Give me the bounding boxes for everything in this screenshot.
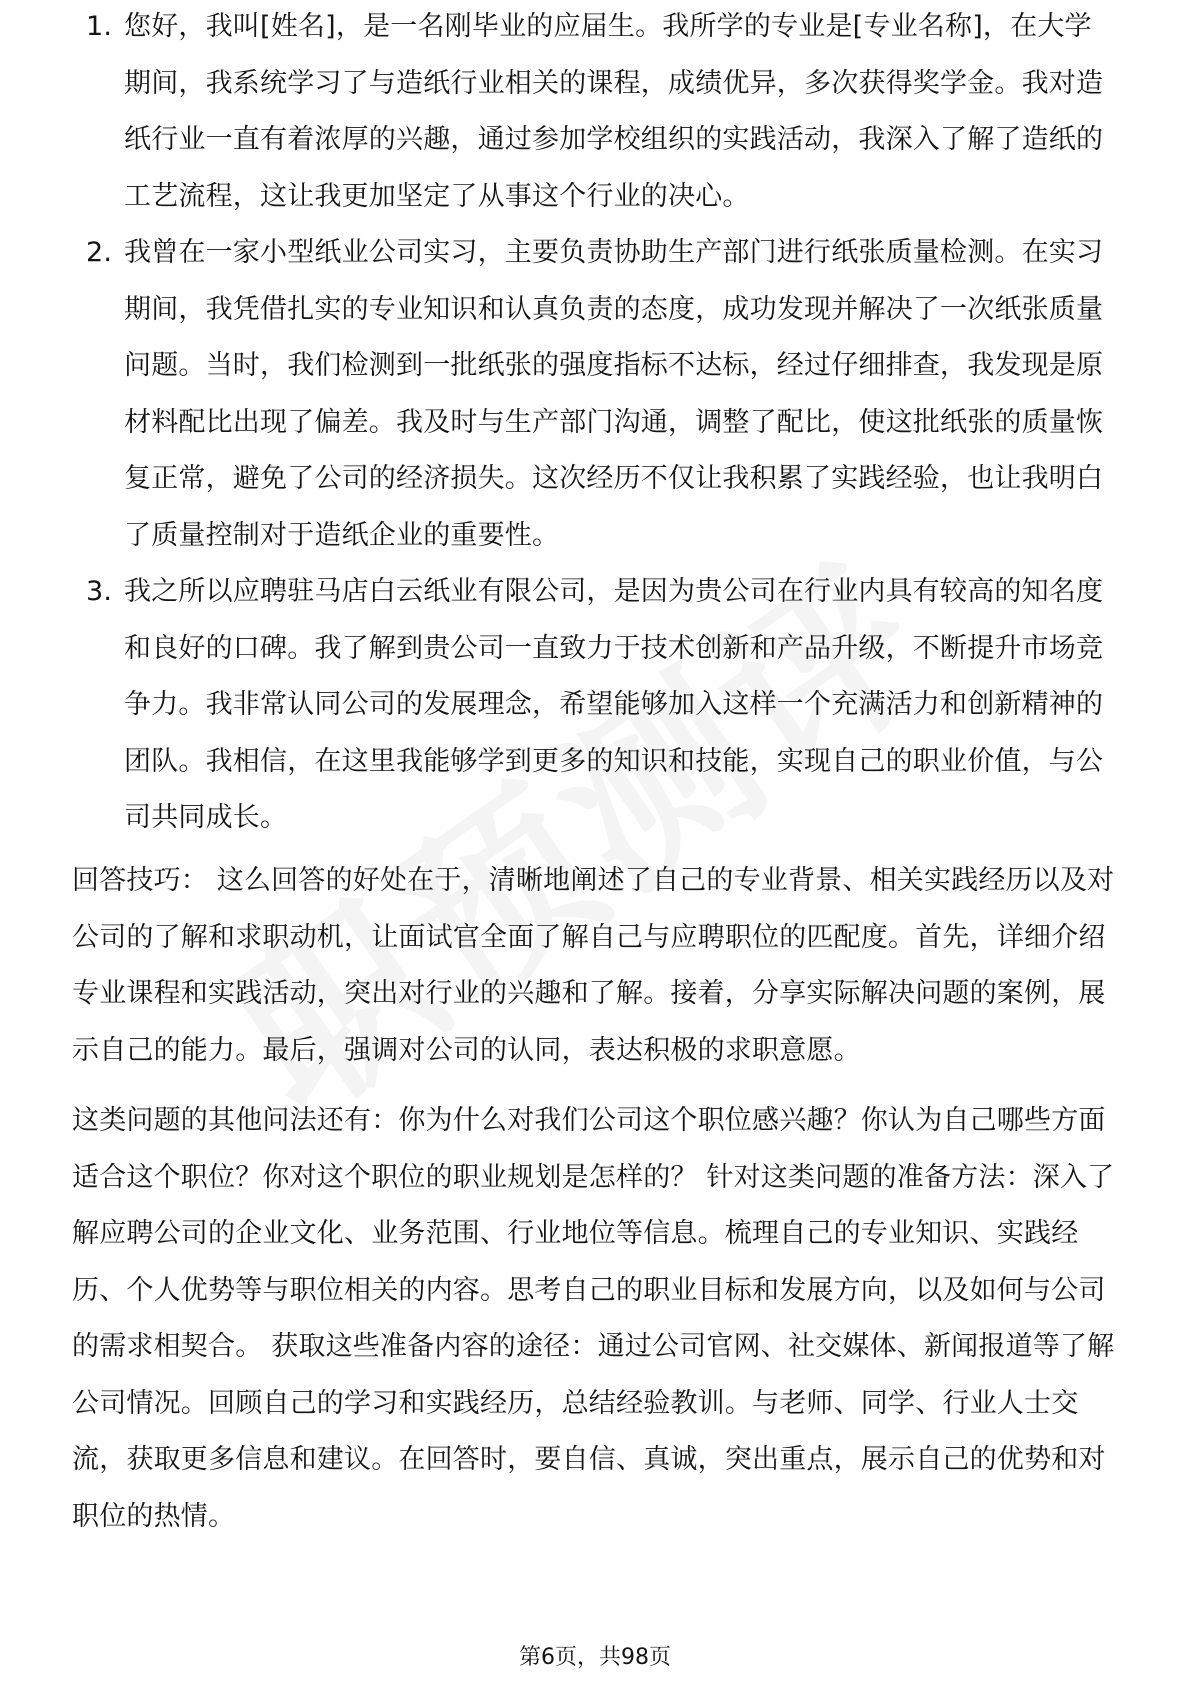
answer-item-1 — [72, 0, 1118, 225]
answer-number: 1. — [86, 11, 113, 42]
alternate-questions-text: 这类问题的其他问法还有：你为什么对我们公司这个职位感兴趣？你认为自己哪些方面适合这个职位？你对这个职位的职业规划是怎样的？ 针对这类问题的准备方法：深入了解应聘公司的企业文化、业务范围、行业地位等信息。梳理自己的专业知识、实践经历、个人优势等与职位相关的内容。思考自己的职业目标和发展方向，以及如何与公司的需求相契合。 获取这些准备内容的途径：通过公司官网、社交媒体、新闻报道等了解公司情况。回顾自己的学习和实践经历，总结经验教训。与老师、同学、行业人士交流，获取更多信息和建议。在回答时，要自信、真诚，突出重点，展示自己的优势和对职位的热情。 — [72, 1105, 1115, 1532]
answer-number: 3. — [86, 576, 113, 607]
answer-text: 我之所以应聘驻马店白云纸业有限公司，是因为贵公司在行业内具有较高的知名度和良好的口碑。我了解到贵公司一直致力于技术创新和产品升级，不断提升市场竞争力。我非常认同公司的发展理念，希望能够加入这样一个充满活力和创新精神的团队。我相信，在这里我能够学到更多的知识和技能，实现自己的职业价值，与公司共同成长。 — [124, 576, 1104, 833]
answer-tips-section — [72, 853, 1118, 1079]
answer-tips-text: 回答技巧： 这么回答的好处在于，清晰地阐述了自己的专业背景、相关实践经历以及对公司的了解和求职动机，让面试官全面了解自己与应聘职位的匹配度。首先，详细介绍专业课程和实践活动，突出对行业的兴趣和了解。接着，分享实际解决问题的案例，展示自己的能力。最后，强调对公司的认同，表达积极的求职意愿。 — [72, 865, 1115, 1066]
answer-number: 2. — [86, 237, 113, 268]
page-number: 第6页，共98页 — [519, 1645, 671, 1670]
answer-list-container — [72, 0, 1118, 848]
answer-list — [72, 0, 1118, 847]
alternate-questions-section — [72, 1093, 1118, 1545]
answer-item-2 — [72, 225, 1118, 564]
answer-item-3 — [72, 564, 1118, 847]
answer-text: 我曾在一家小型纸业公司实习，主要负责协助生产部门进行纸张质量检测。在实习期间，我凭借扎实的专业知识和认真负责的态度，成功发现并解决了一次纸张质量问题。当时，我们检测到一批纸张的强度指标不达标，经过仔细排查，我发现是原材料配比出现了偏差。我及时与生产部门沟通，调整了配比，使这批纸张的质量恢复正常，避免了公司的经济损失。这次经历不仅让我积累了实践经验，也让我明白了质量控制对于造纸企业的重要性。 — [124, 237, 1104, 551]
answer-text: 您好，我叫[姓名]，是一名刚毕业的应届生。我所学的专业是[专业名称]，在大学期间，我系统学习了与造纸行业相关的课程，成绩优异，多次获得奖学金。我对造纸行业一直有着浓厚的兴趣，通过参加学校组织的实践活动，我深入了解了造纸的工艺流程，这让我更加坚定了从事这个行业的决心。 — [124, 11, 1104, 212]
